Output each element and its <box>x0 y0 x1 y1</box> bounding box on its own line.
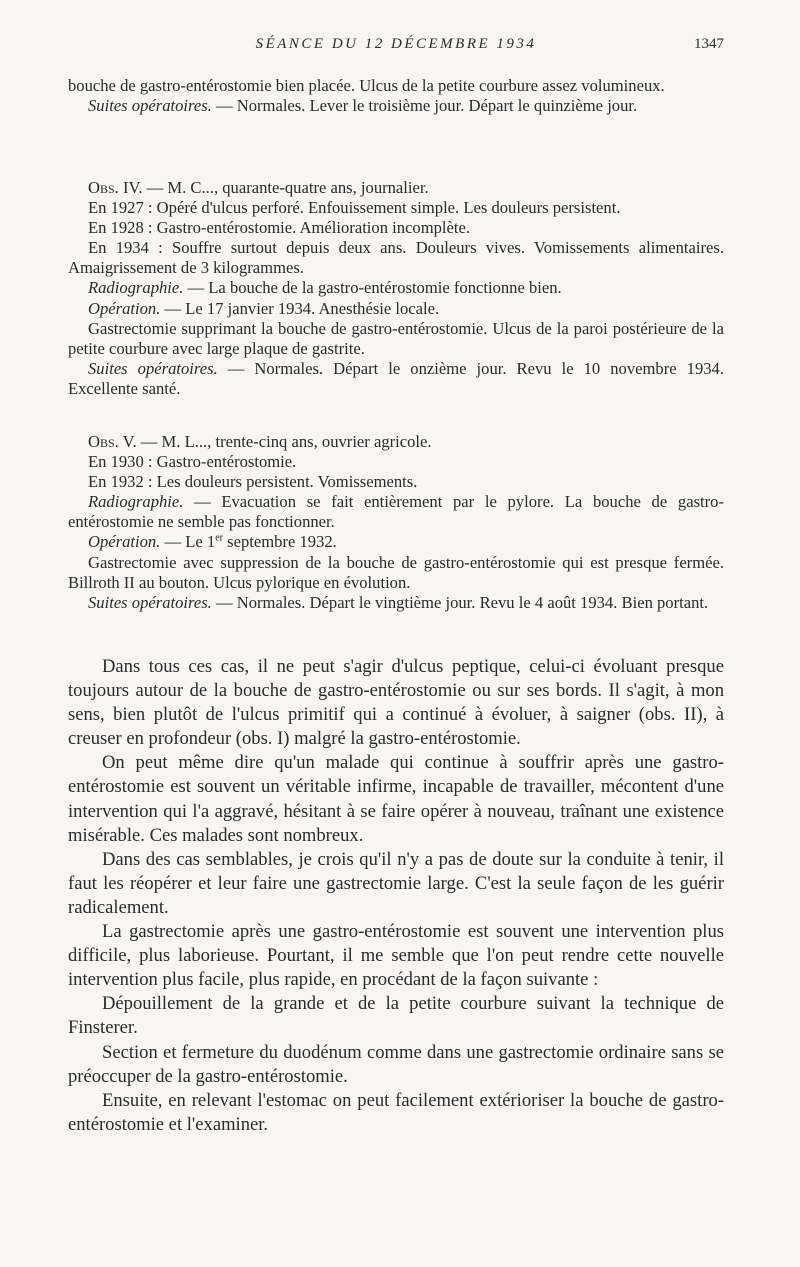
observation-label: Obs. V. <box>88 432 137 451</box>
running-head: SÉANCE DU 12 DÉCEMBRE 1934 <box>255 36 537 52</box>
observation-intro: — M. L..., trente-cinq ans, ouvrier agricole. <box>136 432 432 451</box>
observation-iv <box>68 178 724 399</box>
suites-operatoires <box>68 96 724 116</box>
observation-v <box>68 432 724 613</box>
observation-label: Obs. IV. <box>88 178 143 197</box>
gastrectomie: Gastrectomie avec suppression de la bouche de gastro-entérostomie qui est presque fermée. Billroth II au bouton. Ulcus pylorique en évolution. <box>68 552 724 592</box>
body-paragraph: Ensuite, en relevant l'estomac on peut facilement extérioriser la bouche de gastro-entérostomie et l'examiner. <box>68 1089 724 1135</box>
section-label: Opération. <box>88 532 161 552</box>
section-label: Suites opératoires. <box>88 358 218 378</box>
body-paragraph: La gastrectomie après une gastro-entérostomie est souvent une intervention plus difficile, plus laborieuse. Pourtant, il me semble que l'on peut rendre cette nouvelle intervention plus facile, plus rapide, en procédant de la façon suivante : <box>68 921 724 991</box>
section-text: — Normales. Départ le onzième jour. Revu le 10 novembre 1934. Excellente santé. <box>68 358 724 398</box>
section-label: Radiographie. <box>88 492 184 512</box>
body-paragraph: Dans des cas semblables, je crois qu'il n'y a pas de doute sur la conduite à tenir, il faut les réopérer et leur faire une gastrectomie large. C'est la seule façon de les guérir radicalement. <box>68 848 724 918</box>
body-paragraph: Dans tous ces cas, il ne peut s'agir d'ulcus peptique, celui-ci évoluant presque toujours autour de la bouche de gastro-entérostomie ou sur ses bords. Il s'agit, à mon sens, bien plutôt de l'ulcus primitif qui a continué à évoluer, à saigner (obs. II), à creuser en profondeur (obs. I) malgré la gastro-entérostomie. <box>68 656 724 750</box>
observation-text: bouche de gastro-entérostomie bien placée. Ulcus de la petite courbure assez volumineux. <box>68 76 665 95</box>
history-1928: En 1928 : Gastro-entérostomie. Amélioration incomplète. <box>88 218 471 238</box>
history-1927: En 1927 : Opéré d'ulcus perforé. Enfouissement simple. Les douleurs persistent. <box>88 198 621 218</box>
operation <box>68 299 724 319</box>
gastrectomie: Gastrectomie supprimant la bouche de gastro-entérostomie. Ulcus de la paroi postérieure de la petite courbure avec large plaque de gastrite. <box>68 318 724 358</box>
section-label: Suites opératoires. <box>88 592 212 612</box>
section-label: Radiographie. <box>88 278 184 298</box>
body-paragraph: On peut même dire qu'un malade qui continue à souffrir après une gastro-entérostomie est souvent un véritable infirme, incapable de travailler, mécontent d'une intervention qui l'a aggravé, hésitant à se faire opérer à nouveau, traînant une existence misérable. Ces malades sont nombreux. <box>68 752 724 846</box>
observation-previous <box>68 76 724 116</box>
section-text: — Le 17 janvier 1934. Anesthésie locale. <box>160 298 440 318</box>
history-1934: En 1934 : Souffre surtout depuis deux ans. Douleurs vives. Vomissements alimentaires. Amaigrissement de 3 kilogrammes. <box>68 238 724 278</box>
history-1932: En 1932 : Les douleurs persistent. Vomissements. <box>88 472 418 492</box>
suites-operatoires <box>68 593 724 613</box>
radiographie <box>68 492 724 532</box>
section-text: — Normales. Départ le vingtième jour. Revu le 4 août 1934. Bien portant. <box>211 592 709 612</box>
section-label: Opération. <box>88 298 161 318</box>
section-text: septembre 1932. <box>223 532 337 552</box>
observation-intro: — M. C..., quarante-quatre ans, journalier. <box>142 178 429 197</box>
history-1930: En 1930 : Gastro-entérostomie. <box>88 452 297 472</box>
page-number: 1347 <box>694 36 724 52</box>
body-paragraph: Dépouillement de la grande et de la petite courbure suivant la technique de Finsterer. <box>68 993 724 1039</box>
suites-operatoires <box>68 359 724 399</box>
main-text <box>68 655 724 1137</box>
section-text: — La bouche de la gastro-entérostomie fonctionne bien. <box>183 278 562 298</box>
operation <box>68 532 724 552</box>
section-text: — Evacuation se fait entièrement par le pylore. La bouche de gastro-entérostomie ne semble pas fonctionner. <box>68 492 724 532</box>
section-label: Suites opératoires. <box>88 96 212 116</box>
superscript: er <box>215 532 223 544</box>
body-paragraph: Section et fermeture du duodénum comme dans une gastrectomie ordinaire sans se préoccuper de la gastro-entérostomie. <box>68 1041 724 1087</box>
section-text: — Le 1 <box>160 532 216 552</box>
section-text: — Normales. Lever le troisième jour. Départ le quinzième jour. <box>211 96 638 116</box>
page-header <box>68 36 724 60</box>
observation-heading <box>68 432 724 452</box>
radiographie <box>68 278 724 298</box>
observation-heading <box>68 178 724 198</box>
